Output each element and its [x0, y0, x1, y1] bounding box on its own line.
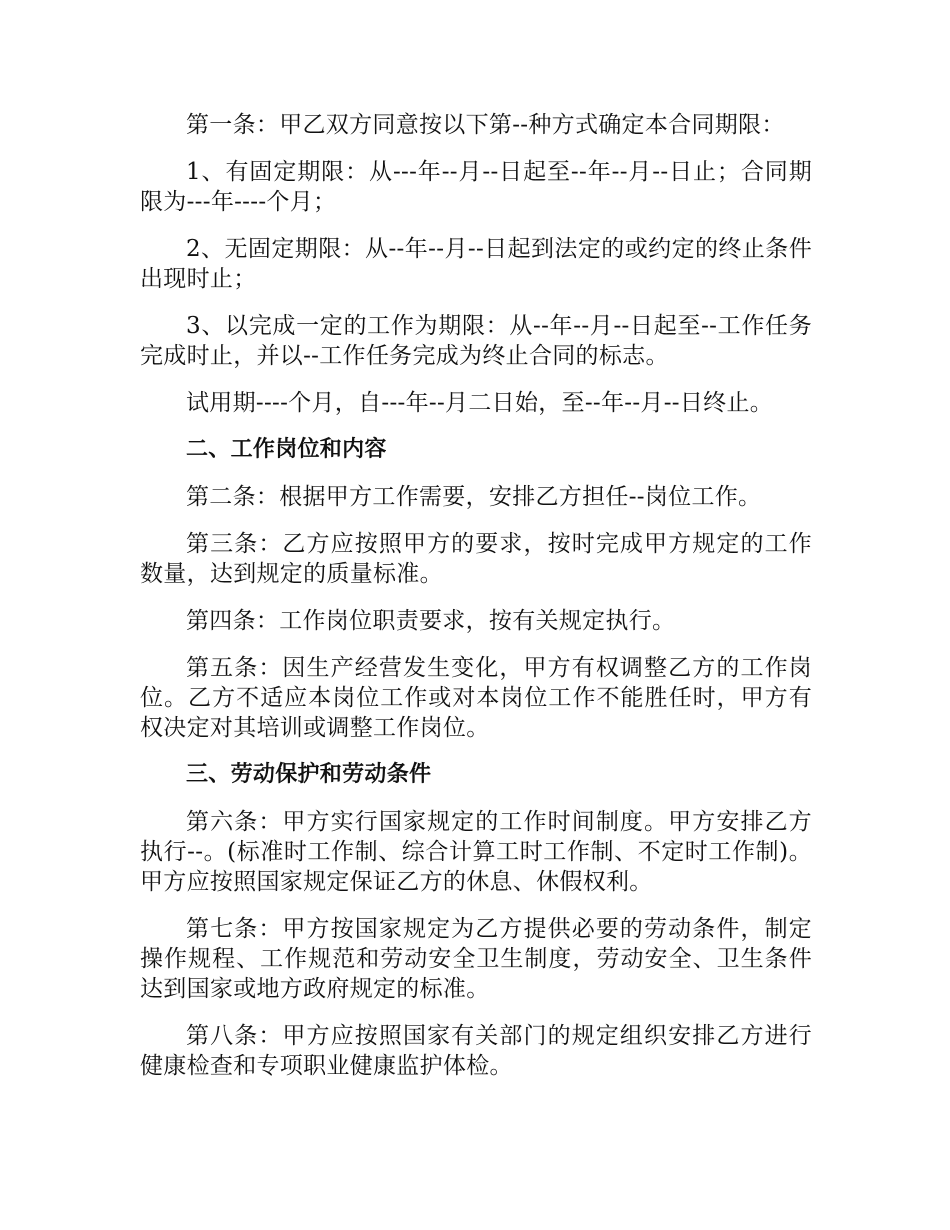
document-page	[140, 110, 812, 1098]
clause-8: 第八条：甲方应按照国家有关部门的规定组织安排乙方进行健康检查和专项职业健康监护体检。	[140, 1023, 812, 1079]
clause-1: 第一条：甲乙双方同意按以下第--种方式确定本合同期限：	[186, 112, 785, 138]
term-option-open-ended: 2、无固定期限：从--年--月--日起到法定的或约定的终止条件出现时止；	[140, 236, 812, 292]
term-option-task-based: 3、以完成一定的工作为期限：从--年--月--日起至--工作任务完成时止，并以--工作任务完成为终止合同的标志。	[140, 313, 812, 369]
section-heading-3: 三、劳动保护和劳动条件	[186, 762, 432, 787]
clause-2: 第二条：根据甲方工作需要，安排乙方担任--岗位工作。	[186, 484, 762, 510]
clause-7: 第七条：甲方按国家规定为乙方提供必要的劳动条件，制定操作规程、工作规范和劳动安全卫生制度，劳动安全、卫生条件达到国家或地方政府规定的标准。	[140, 916, 812, 1002]
clause-5: 第五条：因生产经营发生变化，甲方有权调整乙方的工作岗位。乙方不适应本岗位工作或对本岗位工作不能胜任时，甲方有权决定对其培训或调整工作岗位。	[140, 655, 812, 741]
clause-4: 第四条：工作岗位职责要求，按有关规定执行。	[186, 608, 676, 634]
probation-period: 试用期----个月，自---年--月二日始，至--年--月--日终止。	[186, 390, 774, 416]
clause-3: 第三条：乙方应按照甲方的要求，按时完成甲方规定的工作数量，达到规定的质量标准。	[140, 531, 812, 587]
term-option-fixed: 1、有固定期限：从---年--月--日起至--年--月--日止；合同期限为---年----个月；	[140, 159, 812, 215]
section-heading-2: 二、工作岗位和内容	[186, 437, 387, 462]
clause-6: 第六条：甲方实行国家规定的工作时间制度。甲方安排乙方执行--。(标准时工作制、综合计算工时工作制、不定时工作制)。甲方应按照国家规定保证乙方的休息、休假权利。	[140, 809, 812, 895]
